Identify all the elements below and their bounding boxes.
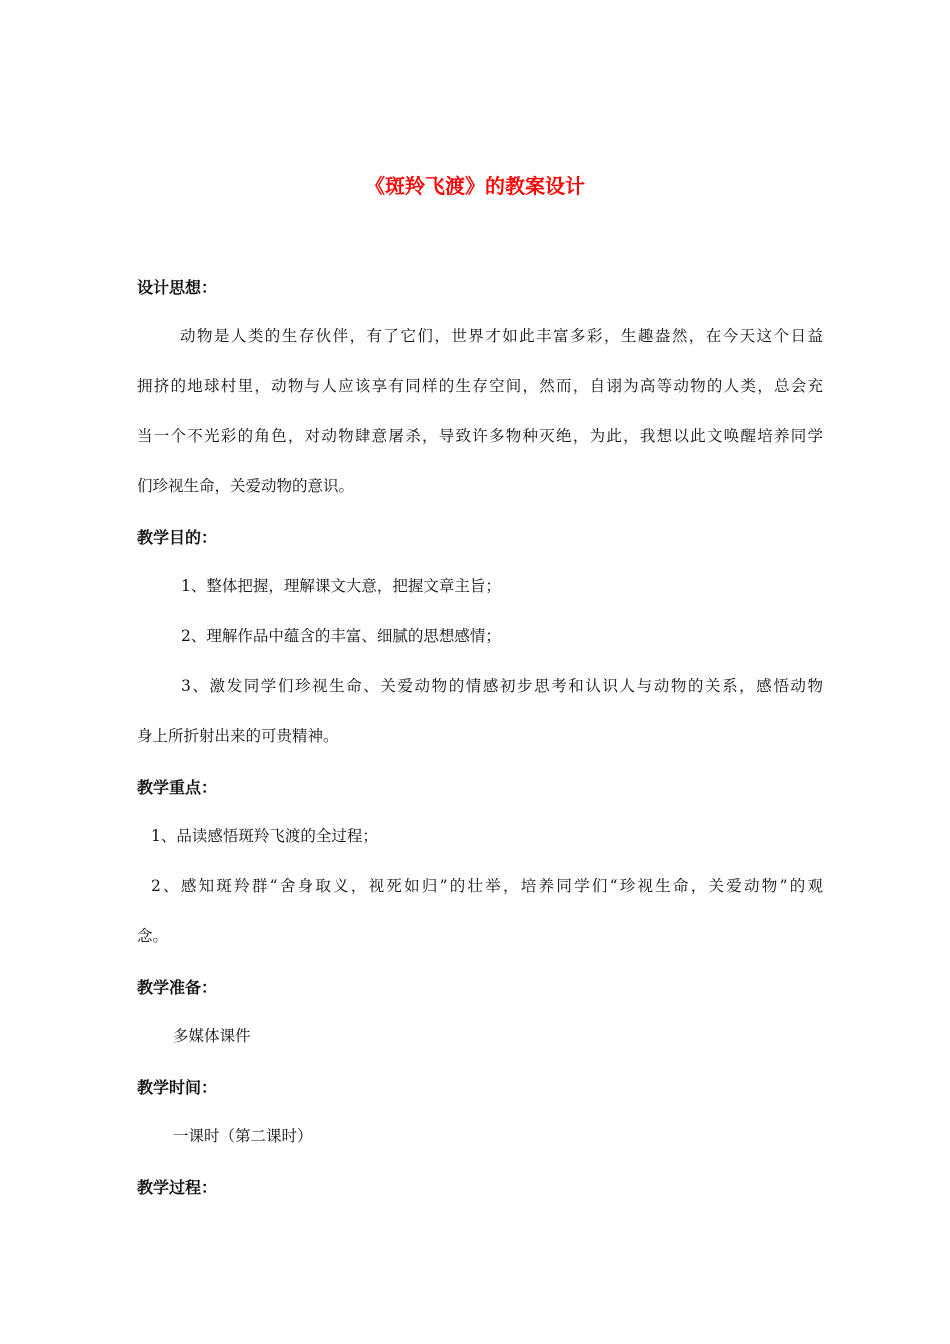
- goal-item: 1、整体把握，理解课文大意，把握文章主旨；: [181, 577, 501, 595]
- focus-item-continuation: 念。: [137, 927, 169, 945]
- paragraph-line: 当一个不光彩的角色，对动物肆意屠杀，导致许多物种灭绝，为此，我想以此文唤醒培养同学: [137, 427, 823, 445]
- focus-item: 2、感知斑羚群“舍身取义，视死如归”的壮举，培养同学们“珍视生命，关爱动物”的观: [151, 877, 823, 895]
- time-text: 一课时（第二课时）: [173, 1127, 313, 1145]
- paragraph-line: 动物是人类的生存伙伴，有了它们，世界才如此丰富多彩，生趣盎然，在今天这个日益: [180, 327, 823, 345]
- heading-teaching-process: 教学过程：: [137, 1178, 218, 1197]
- heading-teaching-focus: 教学重点：: [137, 778, 218, 797]
- goal-item: 2、理解作品中蕴含的丰富、细腻的思想感情；: [181, 627, 501, 645]
- goal-item-continuation: 身上所折射出来的可贵精神。: [137, 727, 339, 745]
- paragraph-line: 拥挤的地球村里，动物与人应该享有同样的生存空间，然而，自诩为高等动物的人类，总会充: [137, 377, 823, 395]
- prep-text: 多媒体课件: [173, 1027, 251, 1045]
- heading-design-idea: 设计思想：: [137, 278, 218, 297]
- heading-teaching-prep: 教学准备：: [137, 978, 218, 997]
- focus-item: 1、品读感悟斑羚飞渡的全过程；: [151, 827, 378, 845]
- paragraph-line: 们珍视生命，关爱动物的意识。: [137, 477, 355, 495]
- document-title: 《斑羚飞渡》的教案设计: [365, 174, 585, 198]
- goal-item: 3、激发同学们珍视生命、关爱动物的情感初步思考和认识人与动物的关系，感悟动物: [181, 677, 823, 695]
- heading-teaching-time: 教学时间：: [137, 1078, 218, 1097]
- heading-teaching-goals: 教学目的：: [137, 528, 218, 547]
